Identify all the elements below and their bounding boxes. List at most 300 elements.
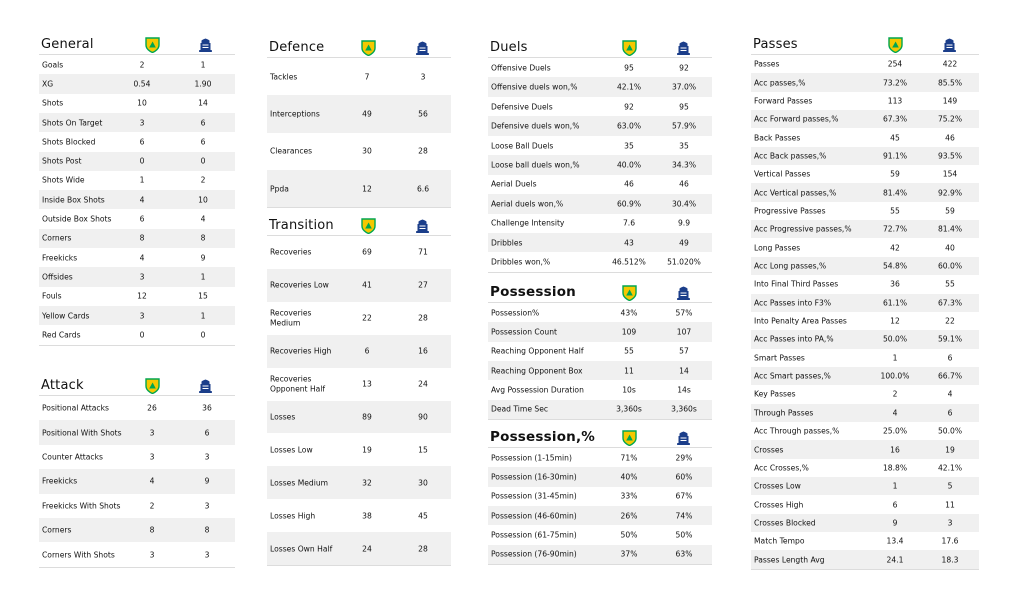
away-value: 8	[200, 233, 206, 243]
away-value: 5	[947, 481, 953, 491]
home-value: 3	[149, 452, 155, 462]
stat-label: Into Final Third Passes	[754, 279, 839, 289]
stat-label: Acc Back passes,%	[754, 151, 827, 161]
stat-label: Crosses Blocked	[754, 518, 816, 528]
stat-row	[267, 170, 451, 207]
away-value: 57	[679, 346, 689, 356]
away-value: 6	[204, 428, 210, 438]
home-value: 46.512%	[612, 257, 646, 267]
home-value: 10s	[622, 385, 636, 395]
stat-row	[488, 116, 712, 135]
stat-row	[39, 445, 235, 469]
norwich-crest-icon	[622, 40, 637, 56]
section-bottom-divider	[751, 569, 979, 570]
section-bottom-divider	[488, 419, 712, 420]
stat-row	[751, 294, 979, 312]
stat-row	[488, 361, 712, 380]
stat-label: Yellow Cards	[42, 310, 90, 320]
away-value: 28	[418, 146, 428, 156]
stat-row	[267, 466, 451, 499]
away-value: 17.6	[941, 536, 959, 546]
stat-label: Loose Ball Duels	[491, 140, 554, 150]
home-value: 3	[139, 118, 145, 128]
home-value: 43%	[620, 308, 638, 318]
norwich-crest-icon	[361, 40, 376, 56]
section-defence	[267, 34, 451, 207]
away-value: 4	[200, 214, 206, 224]
stat-label: Losses Own Half	[270, 543, 333, 553]
section-bottom-divider	[39, 567, 235, 568]
home-value: 55	[624, 346, 634, 356]
home-value: 40%	[620, 472, 638, 482]
stat-label: Aerial Duels	[491, 179, 537, 189]
home-value: 25.0%	[882, 426, 908, 436]
stat-label: Acc Progressive passes,%	[754, 224, 852, 234]
stat-row	[39, 113, 235, 132]
stat-row	[751, 514, 979, 532]
away-value: 1	[200, 311, 206, 321]
stat-row	[488, 506, 712, 525]
stat-label: Shots Wide	[42, 175, 85, 185]
home-value: 22	[362, 313, 372, 323]
away-value: 85.5%	[937, 78, 963, 88]
section-header	[39, 372, 235, 396]
away-value: 59.1%	[937, 334, 963, 344]
home-value: 41	[362, 280, 372, 290]
home-value: 38	[362, 511, 372, 521]
stat-row	[751, 312, 979, 330]
section-title: Possession,%	[490, 429, 596, 445]
stat-label: Positional With Shots	[42, 427, 122, 437]
away-value: 22	[945, 316, 955, 326]
away-value: 63%	[675, 549, 693, 559]
home-value: 81.4%	[882, 188, 908, 198]
section-title: Defence	[269, 40, 325, 55]
stat-row	[488, 380, 712, 399]
stat-row	[751, 110, 979, 128]
home-value: 42	[890, 243, 900, 253]
stat-row	[39, 209, 235, 228]
section-header	[267, 211, 451, 236]
stat-label: Vertical Passes	[754, 169, 811, 179]
stat-row	[267, 133, 451, 170]
away-value: 4	[947, 389, 953, 399]
home-value: 33%	[620, 491, 638, 501]
stat-label: Forward Passes	[754, 96, 813, 106]
everton-crest-icon	[942, 37, 957, 53]
stat-label: Challenge Intensity	[491, 218, 565, 228]
away-value: 6.6	[416, 184, 430, 194]
home-value: 40.0%	[616, 160, 642, 170]
stat-row	[751, 367, 979, 385]
away-value: 6	[947, 408, 953, 418]
away-value: 27	[418, 280, 428, 290]
norwich-crest-icon	[622, 285, 637, 301]
stat-label: Smart Passes	[754, 353, 805, 363]
stat-label: Freekicks With Shots	[42, 501, 121, 511]
section-title: Possession	[490, 284, 576, 300]
stat-label: Defensive Duels	[491, 101, 553, 111]
stat-label: Crosses	[754, 444, 784, 454]
home-value: 67.3%	[882, 114, 908, 124]
stat-label: Back Passes	[754, 132, 801, 142]
stat-label: Avg Possession Duration	[491, 385, 584, 395]
stat-row	[39, 267, 235, 286]
stat-label: Losses High	[270, 510, 316, 520]
home-value: 3	[139, 311, 145, 321]
stat-row	[39, 469, 235, 493]
stat-row	[488, 77, 712, 96]
home-value: 6	[892, 500, 898, 510]
stat-row	[751, 239, 979, 257]
stat-label: Shots Post	[42, 156, 82, 166]
stat-label: Freekicks	[42, 476, 78, 486]
home-value: 13.4	[886, 536, 904, 546]
away-value: 57.9%	[671, 121, 697, 131]
everton-crest-icon	[676, 285, 691, 301]
section-possession-pct	[488, 424, 712, 564]
stat-row	[39, 229, 235, 248]
away-value: 66.7%	[937, 371, 963, 381]
home-value: 49	[362, 109, 372, 119]
stat-label: Acc Forward passes,%	[754, 114, 839, 124]
away-value: 45	[418, 511, 428, 521]
stat-row	[488, 253, 712, 272]
home-value: 73.2%	[882, 78, 908, 88]
stat-label: Acc Long passes,%	[754, 261, 827, 271]
stat-label: Progressive Passes	[754, 206, 826, 216]
home-value: 26	[147, 403, 157, 413]
stat-label: Shots Blocked	[42, 137, 96, 147]
away-value: 34.3%	[671, 160, 697, 170]
stat-label: Crosses High	[754, 499, 804, 509]
away-value: 15	[198, 291, 208, 301]
section-bottom-divider	[267, 207, 451, 208]
home-value: 26%	[620, 511, 638, 521]
home-value: 3	[139, 272, 145, 282]
stat-label: Reaching Opponent Half	[491, 346, 584, 356]
home-value: 12	[362, 184, 372, 194]
section-title: Passes	[753, 37, 798, 52]
norwich-crest-icon	[361, 218, 376, 234]
stat-row	[39, 518, 235, 542]
stat-label: Offsides	[42, 272, 73, 282]
stat-label: Corners	[42, 233, 72, 243]
stat-label: Long Passes	[754, 242, 801, 252]
away-value: 3	[204, 452, 210, 462]
stat-row	[488, 136, 712, 155]
stat-row	[751, 183, 979, 201]
stat-row	[39, 396, 235, 420]
home-value: 100.0%	[880, 371, 910, 381]
stat-label: Dribbles won,%	[491, 257, 551, 267]
away-value: 51.020%	[667, 257, 701, 267]
home-value: 19	[362, 445, 372, 455]
away-value: 14	[198, 98, 208, 108]
home-value: 16	[890, 445, 900, 455]
stat-row	[267, 95, 451, 132]
stat-row	[488, 155, 712, 174]
away-value: 3	[204, 501, 210, 511]
home-value: 8	[139, 233, 145, 243]
home-value: 4	[149, 476, 155, 486]
home-value: 91.1%	[882, 151, 908, 161]
stat-label: Losses	[270, 412, 296, 422]
home-value: 6	[364, 346, 370, 356]
stat-row	[751, 459, 979, 477]
stat-row	[751, 440, 979, 458]
everton-crest-icon	[415, 218, 430, 234]
stat-label: Red Cards	[42, 330, 81, 340]
away-value: 28	[418, 544, 428, 554]
away-value: 36	[202, 403, 212, 413]
stat-label: Recoveries Medium	[270, 308, 312, 328]
stat-row	[751, 275, 979, 293]
stat-label: Losses Medium	[270, 477, 329, 487]
stat-row	[39, 248, 235, 267]
away-value: 1	[200, 272, 206, 282]
stat-row	[267, 269, 451, 302]
norwich-crest-icon	[888, 37, 903, 53]
stat-label: Outside Box Shots	[42, 214, 112, 224]
stat-label: Tackles	[270, 71, 298, 81]
stat-label: Possession (31-45min)	[491, 491, 577, 501]
norwich-crest-icon	[622, 430, 637, 446]
home-value: 50%	[620, 530, 638, 540]
home-value: 0	[139, 156, 145, 166]
stat-label: Inside Box Shots	[42, 194, 105, 204]
away-value: 6	[200, 118, 206, 128]
stat-label: Passes Length Avg	[754, 554, 825, 564]
home-value: 109	[621, 327, 637, 337]
section-title: Duels	[490, 40, 528, 55]
stat-row	[751, 147, 979, 165]
away-value: 50%	[675, 530, 693, 540]
home-value: 1	[139, 175, 145, 185]
away-value: 75.2%	[937, 114, 963, 124]
away-value: 95	[679, 102, 689, 112]
section-bottom-divider	[488, 272, 712, 273]
stat-label: Key Passes	[754, 389, 796, 399]
section-title: Attack	[41, 378, 84, 393]
section-general	[39, 31, 235, 345]
away-value: 9	[204, 476, 210, 486]
section-title: Transition	[269, 218, 334, 233]
section-header	[751, 32, 979, 55]
away-value: 92	[679, 63, 689, 73]
stat-label: Acc Crosses,%	[754, 463, 809, 473]
stat-row	[751, 532, 979, 550]
home-value: 55	[890, 206, 900, 216]
section-possession	[488, 279, 712, 419]
stat-label: Aerial duels won,%	[491, 199, 564, 209]
away-value: 15	[418, 445, 428, 455]
away-value: 30.4%	[671, 199, 697, 209]
away-value: 74%	[675, 511, 693, 521]
home-value: 36	[890, 279, 900, 289]
home-value: 69	[362, 247, 372, 257]
stat-label: Offensive duels won,%	[491, 82, 578, 92]
stat-label: Ppda	[270, 183, 289, 193]
home-value: 9	[892, 518, 898, 528]
home-value: 3	[149, 428, 155, 438]
stat-label: Acc Passes into PA,%	[754, 334, 834, 344]
home-value: 2	[149, 501, 155, 511]
home-value: 4	[139, 195, 145, 205]
away-value: 93.5%	[937, 151, 963, 161]
stat-row	[488, 400, 712, 419]
home-value: 12	[137, 291, 147, 301]
stat-row	[751, 404, 979, 422]
stat-label: Possession Count	[491, 327, 557, 337]
away-value: 42.1%	[937, 463, 963, 473]
away-value: 55	[945, 279, 955, 289]
home-value: 35	[624, 141, 634, 151]
away-value: 40	[945, 243, 955, 253]
stat-row	[267, 532, 451, 565]
away-value: 67.3%	[937, 298, 963, 308]
home-value: 71%	[620, 453, 638, 463]
stat-row	[39, 74, 235, 93]
everton-crest-icon	[676, 40, 691, 56]
norwich-crest-icon	[145, 37, 160, 53]
stat-row	[488, 467, 712, 486]
away-value: 149	[942, 96, 958, 106]
stat-row	[488, 342, 712, 361]
away-value: 3	[420, 72, 426, 82]
stat-label: Possession%	[491, 307, 540, 317]
stat-row	[267, 401, 451, 434]
home-value: 54.8%	[882, 261, 908, 271]
stat-row	[751, 422, 979, 440]
home-value: 50.0%	[882, 334, 908, 344]
stat-label: Shots	[42, 98, 64, 108]
away-value: 14s	[677, 385, 691, 395]
stat-row	[751, 55, 979, 73]
home-value: 8	[149, 525, 155, 535]
home-value: 24	[362, 544, 372, 554]
away-value: 46	[679, 179, 689, 189]
stat-label: Possession (1-15min)	[491, 452, 572, 462]
stat-label: Defensive duels won,%	[491, 121, 580, 131]
stat-label: Acc Smart passes,%	[754, 371, 831, 381]
section-passes	[751, 32, 979, 569]
section-header	[488, 424, 712, 448]
home-value: 59	[890, 169, 900, 179]
stat-row	[751, 220, 979, 238]
stat-row	[488, 448, 712, 467]
stat-row	[751, 257, 979, 275]
home-value: 12	[890, 316, 900, 326]
away-value: 3,360s	[671, 404, 697, 414]
away-value: 50.0%	[937, 426, 963, 436]
home-value: 60.9%	[616, 199, 642, 209]
section-header	[267, 34, 451, 58]
away-value: 81.4%	[937, 224, 963, 234]
stat-row	[39, 171, 235, 190]
stat-label: Dead Time Sec	[491, 404, 549, 414]
stat-label: Goals	[42, 59, 64, 69]
stat-row	[488, 214, 712, 233]
stat-row	[267, 302, 451, 335]
stat-label: Recoveries Opponent Half	[270, 374, 326, 394]
stat-row	[488, 233, 712, 252]
away-value: 29%	[675, 453, 693, 463]
home-value: 37%	[620, 549, 638, 559]
stat-label: Loose ball duels won,%	[491, 160, 580, 170]
home-value: 254	[887, 59, 903, 69]
stat-row	[488, 303, 712, 322]
away-value: 37.0%	[671, 82, 697, 92]
home-value: 1	[892, 353, 898, 363]
stat-label: Reaching Opponent Box	[491, 365, 583, 375]
stat-row	[39, 494, 235, 518]
away-value: 46	[945, 133, 955, 143]
stat-label: Possession (61-75min)	[491, 530, 577, 540]
stat-label: Interceptions	[270, 109, 320, 119]
stat-row	[39, 542, 235, 566]
home-value: 113	[887, 96, 903, 106]
stat-row	[39, 55, 235, 74]
stat-label: Acc Vertical passes,%	[754, 187, 837, 197]
stat-label: Possession (76-90min)	[491, 549, 577, 559]
stat-label: Acc passes,%	[754, 77, 806, 87]
section-header	[39, 31, 235, 55]
stat-row	[267, 368, 451, 401]
norwich-crest-icon	[145, 378, 160, 394]
stat-row	[751, 550, 979, 568]
stat-label: Crosses Low	[754, 481, 801, 491]
away-value: 60.0%	[937, 261, 963, 271]
home-value: 10	[137, 98, 147, 108]
away-value: 9	[200, 253, 206, 263]
home-value: 63.0%	[616, 121, 642, 131]
stat-row	[751, 349, 979, 367]
home-value: 43	[624, 238, 634, 248]
away-value: 3	[204, 550, 210, 560]
away-value: 1	[200, 60, 206, 70]
section-header	[488, 34, 712, 58]
home-value: 1	[892, 481, 898, 491]
stat-row	[488, 194, 712, 213]
home-value: 2	[892, 389, 898, 399]
stat-row	[39, 420, 235, 444]
away-value: 56	[418, 109, 428, 119]
away-value: 16	[418, 346, 428, 356]
away-value: 3	[947, 518, 953, 528]
home-value: 46	[624, 179, 634, 189]
stat-label: Losses Low	[270, 445, 313, 455]
away-value: 59	[945, 206, 955, 216]
section-attack	[39, 372, 235, 567]
away-value: 92.9%	[937, 188, 963, 198]
stat-label: Corners With Shots	[42, 549, 115, 559]
stat-label: Clearances	[270, 146, 313, 156]
stat-label: Acc Through passes,%	[754, 426, 840, 436]
stat-row	[267, 58, 451, 95]
everton-crest-icon	[198, 378, 213, 394]
stat-row	[488, 487, 712, 506]
stat-label: Freekicks	[42, 252, 78, 262]
stat-row	[39, 190, 235, 209]
everton-crest-icon	[676, 430, 691, 446]
home-value: 13	[362, 379, 372, 389]
away-value: 0	[200, 330, 206, 340]
stat-row	[751, 165, 979, 183]
away-value: 35	[679, 141, 689, 151]
away-value: 9.9	[677, 218, 691, 228]
away-value: 24	[418, 379, 428, 389]
